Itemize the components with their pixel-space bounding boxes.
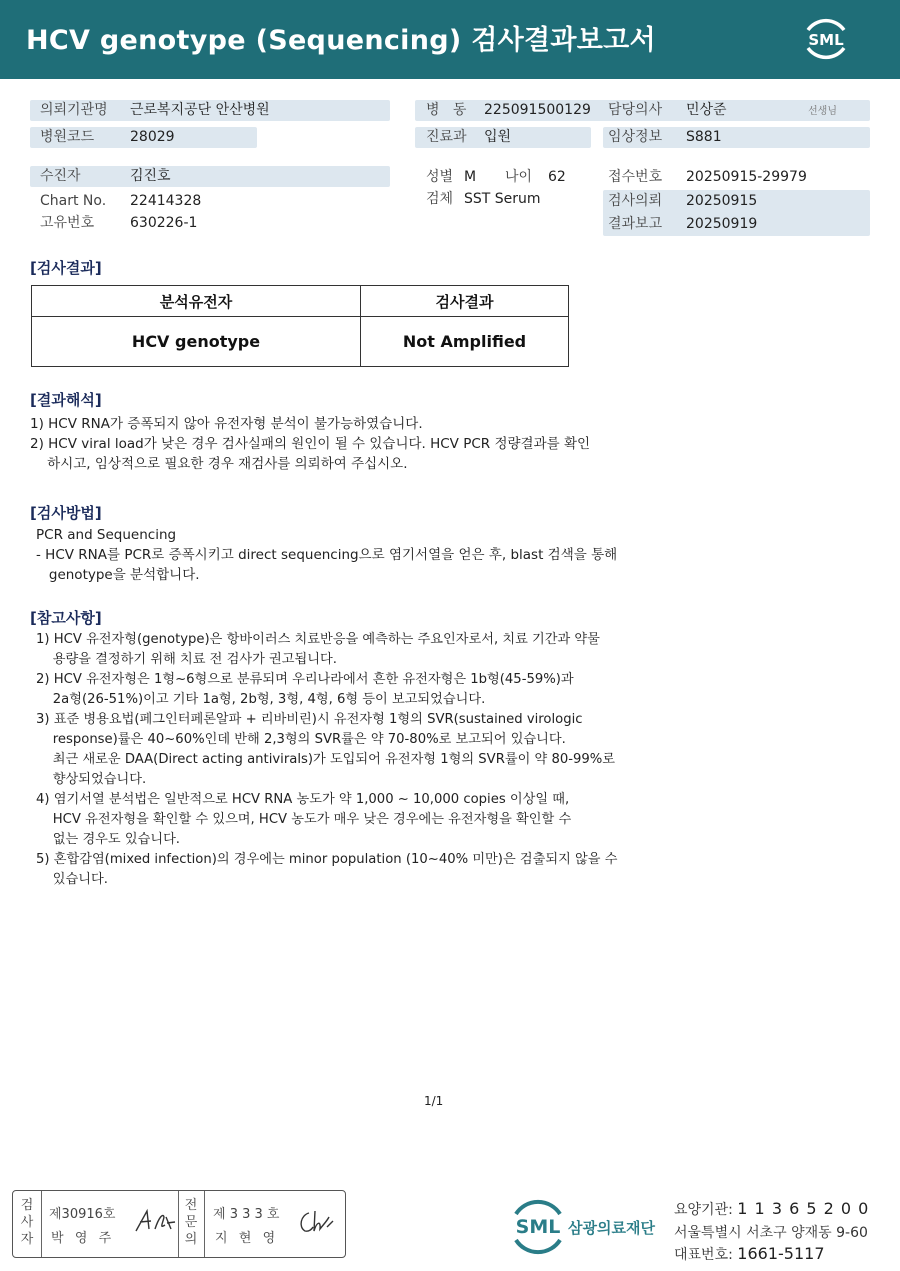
sml-footer-logo-icon	[508, 1198, 668, 1256]
results-header-gene: 분석유전자	[32, 286, 361, 317]
doctor-value: 민상준	[686, 102, 727, 118]
institution-value: 근로복지공단 안산병원	[130, 102, 270, 118]
hospital-code-value: 28029	[130, 129, 175, 145]
signature-box	[12, 1190, 346, 1258]
references-text	[36, 630, 617, 890]
phone-number: 1661-5117	[737, 1244, 825, 1263]
tester-license-no: 제30916호	[49, 1207, 116, 1222]
dept-label: 진료과	[426, 129, 467, 145]
specialist-name: 지 현 영	[215, 1231, 277, 1246]
method-text	[36, 525, 617, 585]
interpretation-line: 2) HCV viral load가 낮은 경우 검사실패의 원인이 될 수 있습니다. HCV PCR 정량결과를 확인	[30, 436, 591, 452]
care-number: 1 1 3 6 5 2 0 0	[737, 1199, 870, 1218]
interpretation-text	[30, 414, 590, 474]
method-line: genotype을 분석합니다.	[36, 567, 200, 583]
report-label: 결과보고	[608, 216, 663, 232]
signature-divider	[204, 1191, 205, 1257]
interpretation-line: 1) HCV RNA가 증폭되지 않아 유전자형 분석이 불가능하였습니다.	[30, 416, 423, 432]
chart-no-value: 22414328	[130, 193, 202, 209]
signature-divider	[41, 1191, 42, 1257]
results-section-title: [검사결과]	[30, 259, 102, 277]
foundation-name: 삼광의료재단	[568, 1219, 655, 1237]
results-header-result: 검사결과	[361, 286, 569, 317]
results-table	[31, 285, 569, 367]
sml-logo-icon	[800, 14, 852, 64]
age-label: 나이	[505, 169, 533, 185]
result-gene: HCV genotype	[32, 317, 361, 367]
doctor-label: 담당의사	[608, 102, 663, 118]
header-logo-text: SML	[808, 31, 844, 49]
reference-line: 없는 경우도 있습니다.	[36, 832, 180, 847]
reference-line: 1) HCV 유전자형(genotype)은 항바이러스 치료반응을 예측하는 주요인자로서, 치료 기간과 약물	[36, 632, 600, 647]
reference-line: 용량을 결정하기 위해 치료 전 검사가 권고됩니다.	[36, 652, 337, 667]
clinical-value: S881	[686, 129, 722, 145]
patient-bar	[30, 166, 390, 187]
specimen-value: SST Serum	[464, 191, 541, 207]
tester-signature-icon	[133, 1207, 177, 1237]
page-number: 1/1	[424, 1094, 444, 1108]
interpretation-section-title: [결과해석]	[30, 391, 102, 409]
dept-value: 입원	[484, 129, 512, 145]
reference-line: 향상되었습니다.	[36, 772, 147, 787]
tester-name: 박 영 주	[51, 1231, 113, 1246]
report-value: 20250919	[686, 216, 758, 232]
phone-label: 대표번호:	[674, 1247, 733, 1263]
clinical-label: 임상정보	[608, 129, 663, 145]
reference-line: HCV 유전자형을 확인할 수 있으며, HCV 농도가 매우 낮은 경우에는 유전자형을 확인할 수	[36, 812, 572, 827]
table-row	[32, 317, 569, 367]
tester-vertical-label: 검 사 자	[20, 1198, 34, 1247]
specialist-license-no: 제 3 3 3 호	[213, 1207, 280, 1222]
institution-label: 의뢰기관명	[40, 102, 108, 118]
specialist-vertical-label: 전 문 의	[184, 1198, 198, 1247]
reference-line: 2) HCV 유전자형은 1형~6형으로 분류되며 우리나라에서 흔한 유전자형은 1b형(45-59%)과	[36, 672, 574, 687]
patient-value: 김진호	[130, 168, 171, 184]
unique-no-value: 630226-1	[130, 215, 198, 231]
footer-logo-text: SML	[515, 1216, 561, 1238]
signature-divider	[178, 1191, 179, 1257]
result-value: Not Amplified	[361, 317, 569, 367]
reference-line: 있습니다.	[36, 872, 108, 887]
references-section-title: [참고사항]	[30, 609, 102, 627]
footer-address: 서울특별시 서초구 양재동 9-60	[674, 1225, 868, 1241]
footer-logo	[508, 1198, 668, 1260]
results-header-row	[32, 286, 569, 317]
ward-value: 225091500129	[484, 102, 591, 118]
reference-line: 최근 새로운 DAA(Direct acting antivirals)가 도입되어 유전자형 1형의 SVR률이 약 80-99%로	[36, 752, 616, 767]
specialist-signature-icon	[295, 1207, 339, 1237]
report-title: HCV genotype (Sequencing) 검사결과보고서	[26, 25, 656, 56]
patient-label: 수진자	[40, 168, 81, 184]
reference-line: 5) 혼합감염(mixed infection)의 경우에는 minor population (10~40% 미만)은 검출되지 않을 수	[36, 852, 618, 867]
footer-phone	[674, 1244, 825, 1264]
reference-line: 4) 염기서열 분석법은 일반적으로 HCV RNA 농도가 약 1,000 ~ 10,000 copies 이상일 때,	[36, 792, 570, 807]
sex-label: 성별	[426, 169, 454, 185]
unique-no-label: 고유번호	[40, 215, 95, 231]
reference-line: response)률은 40~60%인데 반해 2,3형의 SVR률은 약 70-80%로 보고되어 있습니다.	[36, 732, 566, 747]
method-line: - HCV RNA를 PCR로 증폭시키고 direct sequencing으로 염기서열을 얻은 후, blast 검색을 통해	[36, 547, 618, 563]
care-institution	[674, 1199, 869, 1219]
hospital-code-label: 병원코드	[40, 129, 95, 145]
interpretation-line: 하시고, 임상적으로 필요한 경우 재검사를 의뢰하여 주십시오.	[30, 456, 408, 472]
method-section-title: [검사방법]	[30, 504, 102, 522]
care-label: 요양기관:	[674, 1202, 733, 1218]
request-label: 검사의뢰	[608, 193, 663, 209]
request-value: 20250915	[686, 193, 758, 209]
report-header	[0, 0, 900, 79]
chart-no-label: Chart No.	[40, 193, 107, 209]
receipt-label: 접수번호	[608, 169, 663, 185]
method-line: PCR and Sequencing	[36, 527, 177, 543]
specimen-label: 검체	[426, 191, 454, 207]
reference-line: 2a형(26-51%)이고 기타 1a형, 2b형, 3형, 4형, 6형 등이 보고되었습니다.	[36, 692, 486, 707]
receipt-value: 20250915-29979	[686, 169, 807, 185]
ward-label: 병 동	[426, 102, 467, 118]
reference-line: 3) 표준 병용요법(페그인터페론알파 + 리바비린)시 유전자형 1형의 SVR(sustained virologic	[36, 712, 583, 727]
sex-value: M	[464, 169, 477, 185]
age-value: 62	[548, 169, 566, 185]
doctor-suffix: 선생님	[808, 106, 837, 117]
